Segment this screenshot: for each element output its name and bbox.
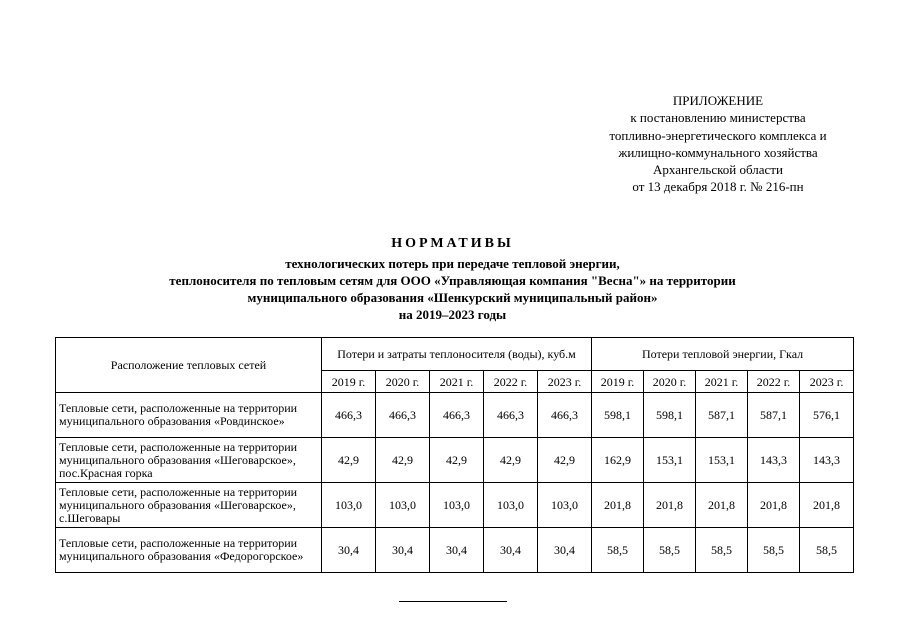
cell-heat: 58,5: [592, 528, 644, 573]
annex-date: от 13 декабря 2018 г. № 216-пн: [632, 179, 804, 195]
cell-water: 30,4: [484, 528, 538, 573]
table-row: [56, 483, 854, 528]
cell-heat: 587,1: [748, 393, 800, 438]
norms-table: [55, 337, 854, 573]
cell-heat: 201,8: [644, 483, 696, 528]
header-year: 2022 г.: [748, 371, 800, 393]
annex-line: топливно-энергетического комплекса и: [609, 127, 827, 143]
cell-heat: 58,5: [696, 528, 748, 573]
document-heading: НОРМАТИВЫ: [391, 236, 514, 251]
cell-water: 466,3: [376, 393, 430, 438]
annex-block: [570, 92, 866, 196]
cell-water: 103,0: [430, 483, 484, 528]
cell-water: 30,4: [538, 528, 592, 573]
cell-water: 103,0: [538, 483, 592, 528]
cell-water: 30,4: [376, 528, 430, 573]
header-year: 2020 г.: [644, 371, 696, 393]
cell-water: 103,0: [322, 483, 376, 528]
header-year: 2023 г.: [800, 371, 854, 393]
cell-water: 42,9: [484, 438, 538, 483]
cell-heat: 153,1: [644, 438, 696, 483]
header-water-losses: Потери и затраты теплоносителя (воды), куб.м: [322, 338, 592, 371]
header-year: 2019 г.: [592, 371, 644, 393]
cell-water: 466,3: [322, 393, 376, 438]
annex-line: жилищно-коммунального хозяйства: [618, 144, 818, 160]
cell-location: Тепловые сети, расположенные на территории муниципального образования «Ровдинское»: [56, 393, 322, 438]
cell-heat: 143,3: [748, 438, 800, 483]
cell-water: 30,4: [430, 528, 484, 573]
cell-water: 42,9: [430, 438, 484, 483]
header-heat-losses: Потери тепловой энергии, Гкал: [592, 338, 854, 371]
cell-heat: 201,8: [800, 483, 854, 528]
annex-title: ПРИЛОЖЕНИЕ: [672, 93, 764, 108]
cell-heat: 576,1: [800, 393, 854, 438]
header-year: 2021 г.: [696, 371, 748, 393]
cell-water: 466,3: [430, 393, 484, 438]
document-subtitle-line: муниципального образования «Шенкурский муниципальный район»: [247, 290, 658, 305]
header-year: 2023 г.: [538, 371, 592, 393]
header-year: 2021 г.: [430, 371, 484, 393]
document-subtitle-line: на 2019–2023 годы: [398, 307, 507, 322]
cell-heat: 201,8: [592, 483, 644, 528]
cell-heat: 58,5: [748, 528, 800, 573]
cell-location: Тепловые сети, расположенные на территории муниципального образования «Федорогорское»: [56, 528, 322, 573]
cell-heat: 162,9: [592, 438, 644, 483]
document-subtitle-line: технологических потерь при передаче тепловой энергии,: [285, 256, 620, 271]
cell-water: 42,9: [376, 438, 430, 483]
table-header-row: [56, 338, 854, 371]
table-row: [56, 438, 854, 483]
document-subtitle-line: теплоносителя по тепловым сетям для ООО «Управляющая компания "Весна"» на территории: [169, 273, 736, 288]
header-year: 2020 г.: [376, 371, 430, 393]
cell-water: 466,3: [484, 393, 538, 438]
header-year: 2019 г.: [322, 371, 376, 393]
annex-line: к постановлению министерства: [630, 110, 806, 126]
cell-water: 42,9: [322, 438, 376, 483]
cell-water: 466,3: [538, 393, 592, 438]
cell-heat: 587,1: [696, 393, 748, 438]
table-row: [56, 528, 854, 573]
cell-heat: 143,3: [800, 438, 854, 483]
cell-heat: 598,1: [644, 393, 696, 438]
cell-heat: 201,8: [696, 483, 748, 528]
cell-water: 30,4: [322, 528, 376, 573]
cell-heat: 58,5: [800, 528, 854, 573]
annex-line: Архангельской области: [653, 162, 783, 178]
cell-heat: 58,5: [644, 528, 696, 573]
cell-heat: 598,1: [592, 393, 644, 438]
cell-heat: 201,8: [748, 483, 800, 528]
cell-water: 42,9: [538, 438, 592, 483]
table-row: [56, 393, 854, 438]
cell-location: Тепловые сети, расположенные на территории муниципального образования «Шеговарское», с.Шеговары: [56, 483, 322, 528]
footer-divider: [399, 601, 507, 602]
header-location: Расположение тепловых сетей: [56, 338, 322, 393]
header-year: 2022 г.: [484, 371, 538, 393]
cell-location: Тепловые сети, расположенные на территории муниципального образования «Шеговарское», пос.Красная горка: [56, 438, 322, 483]
cell-water: 103,0: [484, 483, 538, 528]
cell-water: 103,0: [376, 483, 430, 528]
cell-heat: 153,1: [696, 438, 748, 483]
